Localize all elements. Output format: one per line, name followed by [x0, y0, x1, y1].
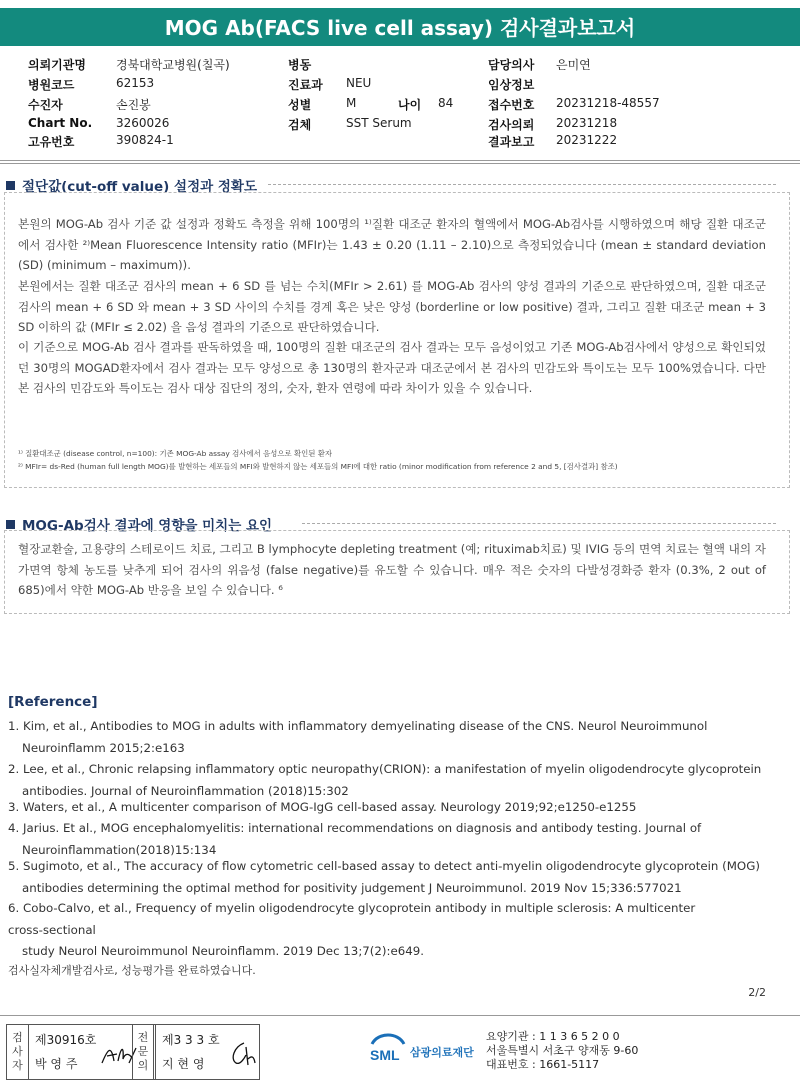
- section-square-icon: [6, 181, 15, 190]
- reference-1-line-2: Neuroinflamm 2015;2:e163: [22, 740, 185, 755]
- factors-paragraph: 혈장교환술, 고용량의 스테로이드 치료, 그리고 B lymphocyte depleting treatment (예; rituximab치료) 및 IVIG 등의 면역 치료는 혈액 내의 자가면역 항체 농도를 낮추게 되어 검사의 위음성 (false negative)를 유도할 수 있습니다. 매우 적은 숫자의 다발성경화증 환자 (0.3%, 2 out of 685)에서 약한 MOG-Ab 반응을 보일 수 있습니다. ⁶: [18, 542, 766, 597]
- info-label-clinical-info: 임상정보: [488, 78, 535, 92]
- reviewer-signature-icon: [226, 1037, 258, 1071]
- reference-2-line-2: antibodies. Journal of Neuroinflammation (2018)15:302: [22, 783, 349, 798]
- foundation-address: 서울특별시 서초구 양재동 9-60: [486, 1044, 639, 1057]
- footnote-1: ¹⁾ 질환대조군 (disease control, n=100): 기존 MOG-Ab assay 검사에서 음성으로 확인된 환자: [18, 449, 332, 458]
- reference-item-4: [8, 818, 778, 861]
- reference-item-5: [8, 856, 778, 899]
- cutoff-paragraph-3: 이 기준으로 MOG-Ab 검사 결과를 판독하였을 때, 100명의 질환 대조군의 검사 결과는 모두 음성이었고 기존 MOG-Ab검사에서 양성으로 확인되었던 30명의 MOGAD환자에서 검사 결과는 모두 양성으로 총 130명의 환자군과 대조군에서 본 검사의 민감도와 특이도는 모두 100%였습니다. 다만 본 검사의 민감도와 특이도는 검사 대상 집단의 정의, 숫자, 환자 연령에 따라 차이가 있을 수 있습니다.: [18, 340, 766, 395]
- reference-6-line-3: study Neurol Neuroimmunol Neuroinflamm. 2019 Dec 13;7(2):e649.: [22, 944, 425, 958]
- info-label-accession-no: 접수번호: [488, 98, 535, 112]
- reference-1-line-1: 1. Kim, et al., Antibodies to MOG in adults with inflammatory demyelinating disease of the CNS. Neurol Neuroimmunol: [8, 719, 708, 733]
- info-value-accession-no: 20231218-48557: [556, 96, 660, 110]
- reviewer-signature-box: [132, 1024, 260, 1080]
- cutoff-paragraph-1: 본원의 MOG-Ab 검사 기준 값 설정과 정확도 측정을 위해 100명의 ¹⁾질환 대조군 환자의 혈액에서 MOG-Ab검사를 시행하였으며 해당 질환 대조군에서 검사한 ²⁾Mean Fluorescence Intensity ratio (MFIr)는 1.43 ± 0.20 (1.11 – 2.10)으로 측정되었습니다 (mean ± standard deviation (SD) (minimum – maximum)).: [18, 217, 766, 272]
- info-divider: [0, 160, 800, 161]
- foundation-contact: [486, 1030, 638, 1072]
- patient-info-block: [0, 54, 800, 152]
- reference-6-line-2: cross-sectional: [8, 922, 96, 937]
- logo-text: SML: [370, 1047, 400, 1063]
- info-value-hospital-code: 62153: [116, 76, 155, 90]
- info-value-age: 84: [438, 96, 454, 110]
- reviewer-name: 지 현 영: [162, 1057, 205, 1071]
- foundation-logo: [368, 1030, 474, 1069]
- foundation-phone: 대표번호 : 1661-5117: [486, 1058, 600, 1071]
- info-label-report-date: 결과보고: [488, 135, 535, 149]
- info-label-ward: 병동: [288, 58, 312, 72]
- info-label-unique-no: 고유번호: [28, 135, 75, 149]
- info-value-report-date: 20231222: [556, 133, 618, 147]
- section-square-icon: [6, 520, 15, 529]
- info-label-department: 진료과: [288, 78, 323, 92]
- footer: [0, 1016, 800, 1088]
- info-value-physician: 은미연: [556, 58, 591, 72]
- reference-2-line-1: 2. Lee, et al., Chronic relapsing inflammatory optic neuropathy(CRION): a manifestation of myelin oligodendrocyte glycoprotein: [8, 762, 762, 776]
- info-value-department: NEU: [346, 76, 372, 90]
- page-number: 2/2: [748, 986, 766, 999]
- examiner-license-no: 제30916호: [35, 1033, 97, 1047]
- reference-title: [Reference]: [8, 694, 98, 710]
- reviewer-label: 전문의: [132, 1025, 154, 1079]
- info-value-request-date: 20231218: [556, 116, 618, 130]
- info-label-chart-no: Chart No.: [28, 116, 93, 130]
- reference-5-line-1: 5. Sugimoto, et al., The accuracy of flow cytometric cell-based assay to detect anti-myelin oligodendrocyte glycoprotein (MOG): [8, 859, 760, 873]
- info-value-specimen: SST Serum: [346, 116, 412, 130]
- examiner-name: 박 영 주: [35, 1057, 78, 1071]
- report-title: MOG Ab(FACS live cell assay) 검사결과보고서: [0, 8, 800, 46]
- reference-4-line-1: 4. Jarius. Et al., MOG encephalomyelitis: international recommendations on diagnosis and antibody testing. Journal of: [8, 821, 702, 835]
- info-label-institution: 의뢰기관명: [28, 58, 86, 72]
- section-cutoff-rule: [268, 184, 776, 185]
- reference-item-3: [8, 797, 778, 819]
- info-value-patient: 손진봉: [116, 98, 151, 112]
- info-label-patient: 수진자: [28, 98, 63, 112]
- info-value-institution: 경북대학교병원(칠곡): [116, 58, 230, 72]
- info-value-chart-no: 3260026: [116, 116, 170, 130]
- reference-3-line-1: 3. Waters, et al., A multicenter comparison of MOG-IgG cell-based assay. Neurology 2019;92;e1250-e1255: [8, 800, 637, 814]
- info-label-request-date: 검사의뢰: [488, 118, 535, 132]
- institution-code: 요양기관 : 1 1 3 6 5 2 0 0: [486, 1030, 620, 1043]
- reference-4-line-2: Neuroinflammation(2018)15:134: [22, 842, 217, 857]
- reviewer-license-no: 제3 3 3 호: [162, 1033, 220, 1047]
- sml-logo-icon: [368, 1030, 408, 1066]
- footnote-2: ²⁾ MFIr= ds-Red (human full length MOG)를 발현하는 세포들의 MFI와 발현하지 않는 세포들의 MFI에 대한 ratio (minor modification from reference 2 and 5, [검사결과] 참조): [18, 462, 618, 471]
- reference-5-line-2: antibodies determining the optimal method for positivity judgement J Neuroimmunol. 2019 Nov 15;336:577021: [22, 880, 682, 895]
- info-divider-2: [0, 163, 800, 164]
- foundation-name: 삼광의료재단: [410, 1046, 474, 1059]
- section-factors-title: MOG-Ab검사 결과에 영향을 미치는 요인: [22, 518, 273, 534]
- info-value-sex: M: [346, 96, 357, 110]
- reference-item-6: [8, 898, 778, 963]
- reference-item-2: [8, 759, 778, 802]
- info-value-unique-no: 390824-1: [116, 133, 174, 147]
- reference-item-1: [8, 716, 778, 759]
- completion-note: 검사실자체개발검사로, 성능평가를 완료하였습니다.: [8, 964, 256, 977]
- section-factors-rule: [302, 523, 776, 524]
- info-label-hospital-code: 병원코드: [28, 78, 75, 92]
- examiner-label: 검사자: [7, 1025, 29, 1079]
- info-label-physician: 담당의사: [488, 58, 535, 72]
- info-label-age: 나이: [398, 98, 422, 112]
- info-label-sex: 성별: [288, 98, 312, 112]
- reference-6-line-1: 6. Cobo-Calvo, et al., Frequency of myelin oligodendrocyte glycoprotein antibody in multiple sclerosis: A multicenter: [8, 901, 696, 915]
- section-cutoff-title: 절단값(cut-off value) 설정과 정확도: [22, 179, 257, 195]
- cutoff-paragraph-2: 본원에서는 질환 대조군 검사의 mean + 6 SD 를 넘는 수치(MFIr > 2.61) 를 MOG-Ab 검사의 양성 결과의 기준으로 판단하였으며, 질환 대조군 검사의 mean + 6 SD 와 mean + 3 SD 사이의 수치를 경계 혹은 낮은 양성 (borderline or low positive) 결과, 그리고 질환 대조군 mean + 3 SD 이하의 값 (MFIr ≤ 2.02) 을 음성 결과의 기준으로 판단하였습니다.: [18, 279, 766, 334]
- info-label-specimen: 검체: [288, 118, 312, 132]
